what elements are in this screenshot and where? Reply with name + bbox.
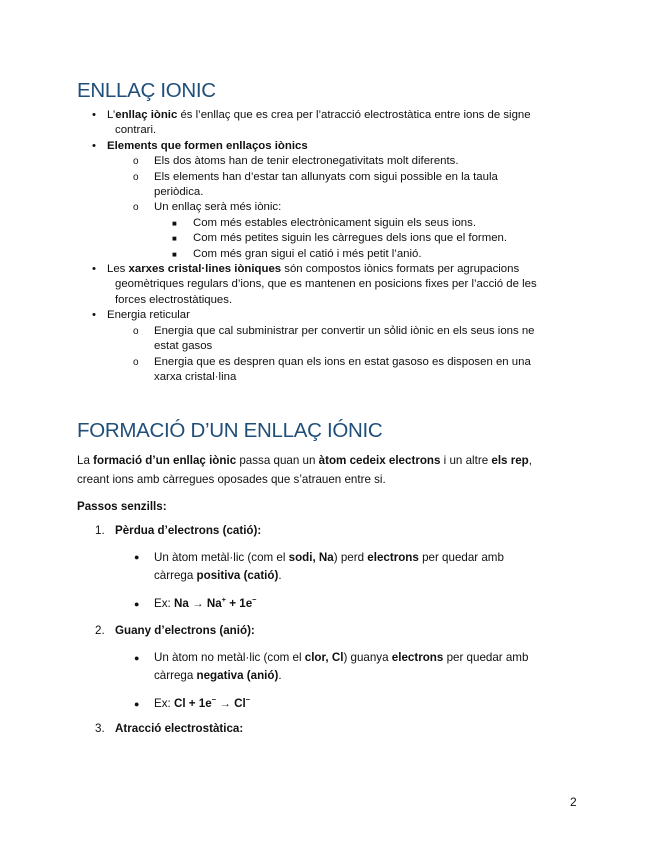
bold-text: clor, Cl — [304, 651, 344, 664]
text: passa quan un — [236, 454, 319, 467]
list-subitem — [0, 170, 655, 201]
equation-text: Cl + 1e — [173, 697, 212, 710]
bullet-icon: • — [92, 139, 96, 152]
text: creant ions amb càrregues oposades que s’atrauen entre si. — [77, 473, 386, 486]
list-subitem — [0, 324, 655, 355]
subsubitem-text: Com més gran sigui el catió i més petit l’anió. — [193, 247, 422, 260]
list-item — [0, 308, 655, 323]
text: i un altre — [440, 454, 492, 467]
subitem-text: Un enllaç serà més iònic: — [154, 201, 282, 214]
bold-text: electrons — [367, 551, 419, 564]
list-subsubitem — [0, 216, 655, 231]
bold-text: positiva (catió) — [196, 568, 279, 582]
text: Ex: — [154, 597, 174, 610]
text: , — [528, 454, 532, 467]
bullet-icon: • — [92, 263, 96, 276]
step-number: 3. — [95, 722, 105, 735]
list-subitem — [0, 154, 655, 169]
item-bold-text: Elements que formen enllaços iònics — [107, 139, 308, 152]
item-text: Energia reticular — [107, 309, 190, 322]
step-number: 1. — [95, 524, 105, 537]
step-description — [154, 649, 564, 684]
item-continuation: geomètriques regulars d’ions, que es mantenen en posicions fixes per l’acció de les — [115, 278, 537, 291]
text: Un àtom metàl·lic (com el — [154, 551, 289, 564]
bold-text: els rep — [491, 454, 529, 467]
list-subitem — [0, 200, 655, 215]
list-subitem — [0, 355, 655, 386]
text: . — [278, 568, 282, 582]
superscript: − — [211, 695, 217, 704]
item-continuation: contrari. — [115, 124, 157, 137]
superscript: + — [221, 595, 227, 604]
page-number: 2 — [570, 795, 577, 809]
circle-bullet-icon: o — [133, 156, 139, 168]
bold-text: sodi, Na — [288, 551, 334, 564]
text: per quedar amb — [418, 551, 504, 564]
circle-bullet-icon: ● — [134, 599, 140, 609]
subitem-text: Els elements han d’estar tan allunyats com sigui possible en la taula — [154, 170, 498, 183]
text: càrrega — [154, 668, 197, 682]
subitem-text: Energia que cal subministrar per convertir un sỏlid iònic en els seus ions ne — [154, 324, 535, 337]
step-label: Atracció electrostàtica: — [115, 722, 244, 735]
text: Ex: — [154, 697, 174, 710]
bullet-icon: • — [92, 309, 96, 322]
text: per quedar amb — [443, 651, 529, 664]
circle-bullet-icon: o — [133, 356, 139, 368]
list-item — [0, 262, 655, 308]
square-bullet-icon: ■ — [172, 249, 177, 259]
circle-bullet-icon: ● — [134, 653, 140, 663]
equation-text: Na → Na — [173, 597, 222, 610]
step-example — [154, 695, 564, 713]
item-text: són compostos iònics formats per agrupacions — [281, 263, 520, 276]
bold-text: electrons — [391, 651, 444, 664]
step-example — [154, 595, 564, 613]
step-label: Guany d’electrons (anió): — [115, 624, 255, 637]
step-label: Pèrdua d’electrons (catió): — [115, 524, 262, 537]
step-description — [154, 549, 564, 584]
item-continuation: forces electrostàtiques. — [115, 293, 233, 306]
bullet-icon: • — [92, 109, 96, 121]
subitem-text: Els dos àtoms han de tenir electronegativitats molt diferents. — [154, 155, 459, 168]
bold-text: formació d’un enllaç iònic — [93, 454, 237, 467]
equation-text: + 1e — [226, 597, 253, 610]
item-text: Les — [107, 263, 129, 276]
circle-bullet-icon: o — [133, 202, 139, 214]
subitem-continuation: estat gasos — [154, 340, 213, 353]
item-bold-text: enllaç iònic — [115, 109, 178, 121]
square-bullet-icon: ■ — [172, 218, 177, 228]
text: ) perd — [333, 551, 368, 564]
text: La — [77, 454, 94, 467]
steps-label: Passos senzills: — [77, 500, 167, 513]
section-title-formacio: FORMACIÓ D’UN ENLLAÇ IÓNIC — [77, 419, 383, 442]
list-item — [0, 139, 655, 154]
section1-list — [0, 108, 655, 385]
subsubitem-text: Com més petites siguin les càrregues dels ions que el formen. — [193, 232, 508, 245]
intro-paragraph — [77, 451, 577, 489]
bold-text: àtom cedeix electrons — [318, 454, 441, 467]
superscript: − — [245, 695, 251, 704]
text: . — [278, 668, 282, 682]
subitem-text: Energia que es despren quan els ions en estat gasoso es disposen en una — [154, 355, 531, 368]
square-bullet-icon: ■ — [172, 234, 177, 244]
circle-bullet-icon: ● — [134, 552, 140, 562]
text: Un àtom no metàl·lic (com el — [154, 651, 305, 664]
subitem-continuation: periòdica. — [154, 186, 204, 199]
text: càrrega — [154, 568, 197, 582]
subsubitem-text: Com més estables electrònicament siguin els seus ions. — [193, 216, 476, 229]
item-bold-text: xarxes cristal·lines iòniques — [128, 263, 282, 276]
item-text: L’ — [107, 109, 116, 121]
list-item — [0, 108, 655, 139]
text: ) guanya — [343, 651, 392, 664]
equation-text: → Cl — [216, 697, 246, 710]
subitem-continuation: xarxa cristal·lina — [154, 370, 237, 383]
section-title-enllac-ionic: ENLLAÇ IONIC — [77, 79, 216, 102]
circle-bullet-icon: o — [133, 171, 139, 183]
list-subsubitem — [0, 247, 655, 262]
list-subsubitem — [0, 231, 655, 246]
bold-text: negativa (anió) — [196, 668, 279, 682]
circle-bullet-icon: ● — [134, 699, 140, 709]
item-text: és l’enllaç que es crea per l’atracció electrostàtica entre ions de signe — [177, 109, 531, 121]
step-number: 2. — [95, 624, 105, 637]
superscript: − — [252, 595, 257, 604]
circle-bullet-icon: o — [133, 325, 139, 337]
